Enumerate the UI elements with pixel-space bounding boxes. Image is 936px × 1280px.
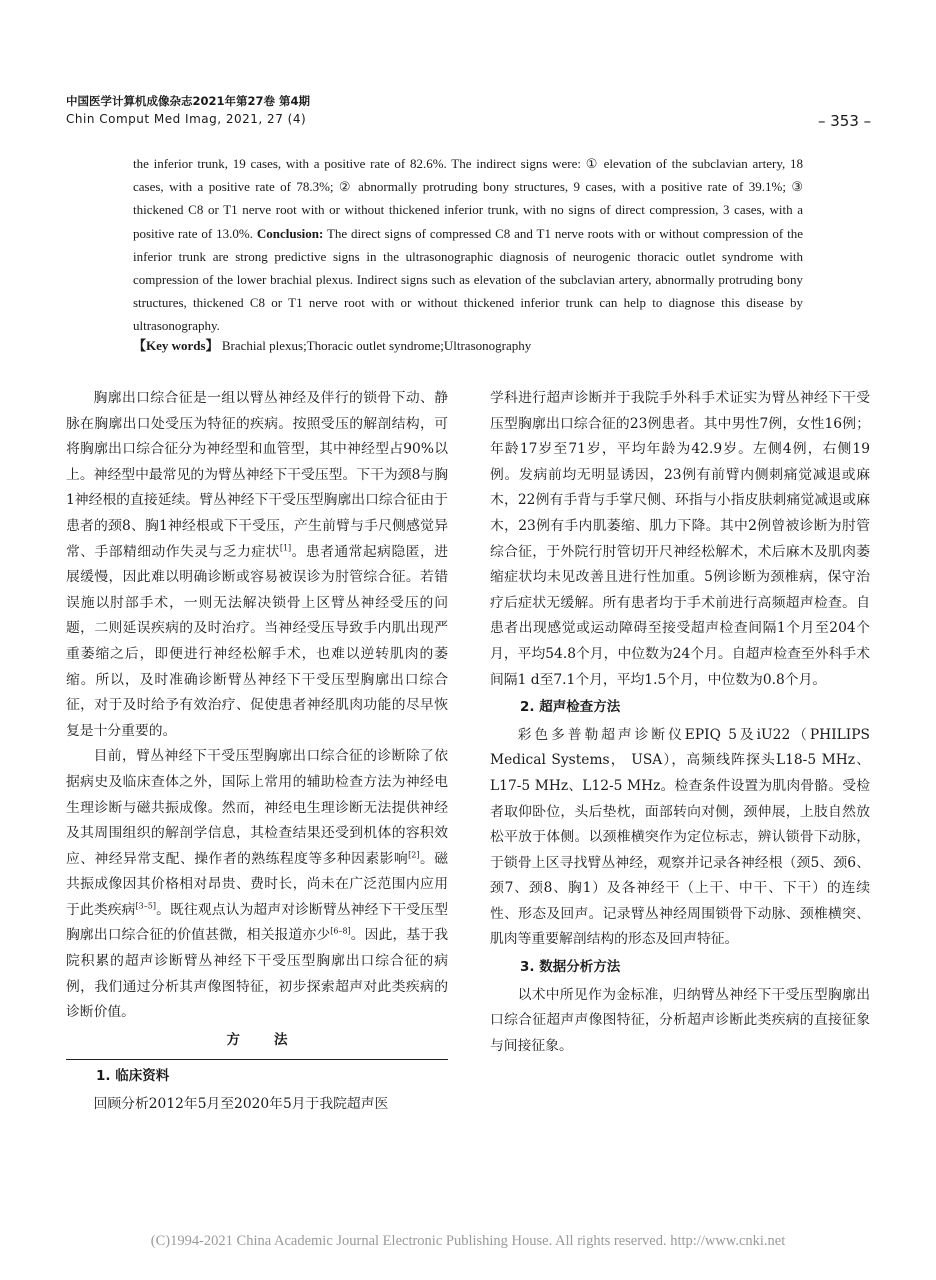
paragraph: 彩色多普勒超声诊断仪EPIQ 5及iU22（PHILIPS Medical Systems， USA），高频线阵探头L18-5 MHz、L17-5 MHz、L12-5 MHz。检查条件设置为肌肉骨骼。受检者取仰卧位，头后垫枕，面部转向对侧，颈伸展，上肢自然放松平放于体侧。以颈椎横突作为定位标志，辨认锁骨下动脉，于锁骨上区寻找臂丛神经，观察并记录各神经根（颈5、颈6、颈7、颈8、胸1）及各神经干（上干、中干、下干）的连续性、形态及回声。记录臂丛神经周围锁骨下动脉、颈椎横突、肌肉等重要解剖结构的形态及回声特征。 [490,726,870,948]
subsection-title: 2. 超声检查方法 [520,699,621,716]
journal-title-cn: 中国医学计算机成像杂志2021年第27卷 第4期 [66,94,311,108]
keywords-label: 【Key words】 [133,338,219,353]
section-title: 方法 [226,1031,322,1048]
subsection-title: 3. 数据分析方法 [520,959,621,976]
page-number: – 353 – [818,112,872,130]
conclusion-text: The direct signs of compressed C8 and T1 nerve roots with or without compression of the inferior trunk are strong predictive signs in the ultrasonographic diagnosis of neurogenic thoracic outlet syndrome with compression of the lower brachial plexus. Indirect signs such as elevation of the subclavian artery, abnormally protruding bony structures, thickened C8 or T1 nerve root with or without thickened inferior trunk can help to diagnose this disease by ultrasonography. [133,225,803,334]
abstract-results: the inferior trunk, 19 cases, with a positive rate of 82.6%. The indirect signs were: ① elevation of the subclavian artery, 18 cases, with a positive rate of 78.3%; ② abnormally protruding bony structures, 9 cases, with a positive rate of 39.1%; ③ thickened C8 or T1 nerve root with or without thickened inferior trunk, with no signs of direct compression, 3 cases, with a positive rate of 13.0%. [133,156,803,241]
text-run: 目前，臂丛神经下干受压型胸廓出口综合征的诊断除了依据病史及临床查体之外，国际上常用的辅助检查方法为神经电生理诊断与磁共振成像。然而，神经电生理诊断无法提供神经及其周围组织的解剖学信息，其检查结果还受到机体的容积效应、神经异常支配、操作者的熟练程度等多种因素影响 [66,748,448,867]
left-column [66,386,448,1118]
text-run: 。患者通常起病隐匿，进展缓慢，因此难以明确诊断或容易被误诊为肘管综合征。若错误施以肘部手术，一则无法解决锁骨上区臂丛神经受压的问题，二则延误疾病的及时治疗。当神经受压导致手内肌出现严重萎缩之后，即便进行神经松解手术，也难以逆转肌肉的萎缩。所以，及时准确诊断臂丛神经下干受压型胸廓出口综合征，对于及时给予有效治疗、促使患者神经肌肉功能的尽早恢复是十分重要的。 [66,543,449,739]
right-column [490,386,870,1059]
citation: [3–5] [135,901,156,911]
keywords [133,335,803,354]
conclusion-label: Conclusion: [256,225,324,241]
paragraph: 回顾分析2012年5月至2020年5月于我院超声医 [93,1096,389,1113]
text-run: 胸廓出口综合征是一组以臂丛神经及伴行的锁骨下动、静脉在胸廓出口处受压为特征的疾病。按照受压的解剖结构，可将胸廓出口综合征分为神经型和血管型，其中神经型占90%以上。神经型中最常见的为臂丛神经下干受压型。下干为颈8与胸1神经根的直接延续。臂丛神经下干受压型胸廓出口综合征由于患者的颈8、胸1神经根或下干受压，产生前臂与手尺侧感觉异常、手部精细动作失灵与乏力症状 [66,390,448,560]
text-run: 。既往观点认为超声对诊断臂丛神经下干受压型胸廓出口综合征的价值甚微，相关报道亦少 [66,901,449,944]
paragraph [66,744,448,1026]
paragraph [66,386,448,744]
citation: [2] [408,850,420,860]
paragraph: 以术中所见作为金标准，归纳臂丛神经下干受压型胸廓出口综合征超声声像图特征，分析超声诊断此类疾病的直接征象与间接征象。 [490,986,870,1054]
text-run: 。因此，基于我院积累的超声诊断臂丛神经下干受压型胸廓出口综合征的病例，我们通过分析其声像图特征，初步探索超声对此类疾病的诊断价值。 [66,927,449,1021]
paragraph: 学科进行超声诊断并于我院手外科手术证实为臂丛神经下干受压型胸廓出口综合征的23例患者。其中男性7例，女性16例；年龄17岁至71岁，平均年龄为42.9岁。左侧4例，右侧19例。发病前均无明显诱因，23例有前臂内侧刺痛觉减退或麻木，22例有手背与手掌尺侧、环指与小指皮肤刺痛觉减退或麻木，23例有手内肌萎缩、肌力下降。其中2例曾被诊断为肘管综合征，于外院行肘管切开尺神经松解术，术后麻木及肌肉萎缩症状均未见改善且进行性加重。5例诊断为颈椎病，保守治疗后症状无缓解。所有患者均于手术前进行高频超声检查。自患者出现感觉或运动障碍至接受超声检查间隔1个月至204个月，平均54.8个月，中位数为24个月。自超声检查至外科手术间隔1 d至7.1个月，平均1.5个月，中位数为0.8个月。 [490,390,870,688]
text-run: 。磁共振成像因其价格相对昂贵、费时长，尚未在广泛范围内应用于此类疾病 [66,850,449,918]
copyright-footer: (C)1994-2021 China Academic Journal Electronic Publishing House. All rights reserved. http://www.cnki.net [150,1233,786,1249]
journal-title-en: Chin Comput Med Imag, 2021, 27 (4) [66,112,307,126]
abstract-text [133,152,803,338]
subsection-title: 1. 临床资料 [96,1068,170,1085]
citation: [6–8] [330,926,351,936]
keywords-list: Brachial plexus;Thoracic outlet syndrome;Ultrasonography [218,338,532,353]
section-rule [66,1059,448,1060]
citation: [1] [279,542,292,552]
